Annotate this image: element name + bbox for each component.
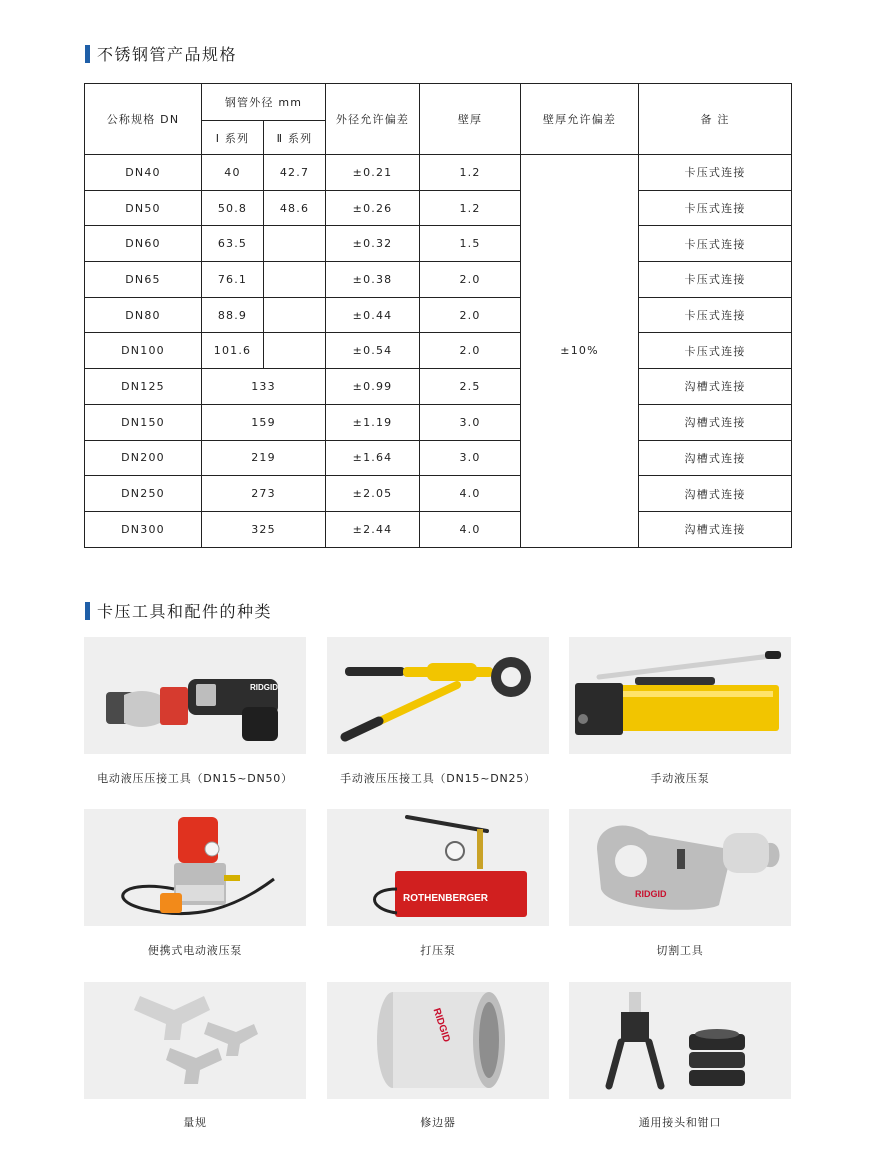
header-wall: 壁厚 — [420, 84, 521, 155]
tool-caption: 量规 — [183, 1116, 207, 1129]
cell-od-tolerance: ±1.19 — [326, 404, 420, 440]
cell-dn: DN50 — [85, 190, 202, 226]
cell-dn: DN125 — [85, 369, 202, 405]
tool-caption: 修边器 — [420, 1116, 456, 1129]
cell-outer-diameter: 133 — [202, 369, 326, 405]
cell-remark: 卡压式连接 — [639, 262, 792, 298]
title-accent-bar — [85, 45, 90, 63]
title-accent-bar — [85, 602, 90, 620]
cell-series-2 — [264, 333, 326, 369]
cell-remark: 卡压式连接 — [639, 297, 792, 333]
cell-wall: 1.2 — [420, 155, 521, 191]
table-row — [85, 440, 792, 476]
cell-dn: DN60 — [85, 226, 202, 262]
cell-od-tolerance: ±2.44 — [326, 511, 420, 547]
adapter-and-jaws-image — [569, 982, 791, 1099]
cell-series-1: 101.6 — [202, 333, 264, 369]
cell-outer-diameter: 325 — [202, 511, 326, 547]
svg-text:RIDGID: RIDGID — [635, 889, 667, 899]
cell-dn: DN300 — [85, 511, 202, 547]
cell-od-tolerance: ±1.64 — [326, 440, 420, 476]
cell-wall: 4.0 — [420, 476, 521, 512]
section-title-tools — [85, 599, 272, 622]
header-outer-diameter: 钢管外径 mm — [202, 84, 326, 121]
table-row — [85, 476, 792, 512]
cell-od-tolerance: ±0.99 — [326, 369, 420, 405]
cell-remark: 沟槽式连接 — [639, 476, 792, 512]
cell-outer-diameter: 219 — [202, 440, 326, 476]
cell-remark: 沟槽式连接 — [639, 440, 792, 476]
portable-electric-pump-image — [84, 809, 306, 926]
tool-caption: 通用接头和钳口 — [638, 1116, 722, 1129]
cell-wall-tolerance: ±10% — [521, 155, 639, 548]
tool-caption: 手动液压压接工具（DN15~DN25） — [340, 772, 536, 785]
cell-outer-diameter: 159 — [202, 404, 326, 440]
section-title-text: 不锈钢管产品规格 — [97, 45, 238, 64]
cell-od-tolerance: ±0.21 — [326, 155, 420, 191]
tool-caption: 切割工具 — [656, 944, 704, 957]
cell-wall: 1.2 — [420, 190, 521, 226]
spec-table — [84, 83, 792, 548]
cell-series-1: 50.8 — [202, 190, 264, 226]
table-row — [85, 369, 792, 405]
cell-od-tolerance: ±0.38 — [326, 262, 420, 298]
header-nominal: 公称规格 DN — [85, 84, 202, 155]
cell-series-2: 42.7 — [264, 155, 326, 191]
cell-series-2 — [264, 226, 326, 262]
electric-press-tool-image — [84, 637, 306, 754]
header-wall-tolerance: 壁厚允许偏差 — [521, 84, 639, 155]
section-title-text: 卡压工具和配件的种类 — [97, 602, 273, 621]
cell-remark: 卡压式连接 — [639, 226, 792, 262]
header-series-2: Ⅱ 系列 — [264, 121, 326, 155]
cell-wall: 2.0 — [420, 262, 521, 298]
cell-series-1: 63.5 — [202, 226, 264, 262]
header-series-1: Ⅰ 系列 — [202, 121, 264, 155]
cell-series-1: 40 — [202, 155, 264, 191]
svg-text:ROTHENBERGER: ROTHENBERGER — [403, 893, 489, 904]
cell-od-tolerance: ±0.32 — [326, 226, 420, 262]
cell-dn: DN250 — [85, 476, 202, 512]
cell-od-tolerance: ±0.44 — [326, 297, 420, 333]
section-title-specs — [85, 42, 237, 65]
cell-dn: DN65 — [85, 262, 202, 298]
cell-remark: 沟槽式连接 — [639, 511, 792, 547]
cell-dn: DN200 — [85, 440, 202, 476]
cell-remark: 沟槽式连接 — [639, 404, 792, 440]
cell-series-1: 88.9 — [202, 297, 264, 333]
cell-wall: 2.0 — [420, 333, 521, 369]
cell-od-tolerance: ±0.26 — [326, 190, 420, 226]
cell-dn: DN100 — [85, 333, 202, 369]
table-row — [85, 155, 792, 191]
cell-wall: 3.0 — [420, 404, 521, 440]
svg-text:RIDGID: RIDGID — [430, 1006, 452, 1044]
cell-od-tolerance: ±2.05 — [326, 476, 420, 512]
svg-text:RIDGID: RIDGID — [250, 683, 278, 692]
manual-press-tool-image — [327, 637, 549, 754]
gauge-image — [84, 982, 306, 1099]
cell-outer-diameter: 273 — [202, 476, 326, 512]
cell-dn: DN80 — [85, 297, 202, 333]
header-remark: 备 注 — [639, 84, 792, 155]
pipe-cutter-image — [569, 809, 791, 926]
table-row — [85, 262, 792, 298]
cell-remark: 卡压式连接 — [639, 155, 792, 191]
pressure-test-pump-image — [327, 809, 549, 926]
table-header-row — [85, 84, 792, 121]
cell-remark: 卡压式连接 — [639, 333, 792, 369]
table-row — [85, 404, 792, 440]
tool-caption: 手动液压泵 — [650, 772, 710, 785]
cell-series-2 — [264, 297, 326, 333]
tool-caption: 电动液压压接工具（DN15~DN50） — [97, 772, 293, 785]
deburring-tool-image — [327, 982, 549, 1099]
table-row — [85, 511, 792, 547]
cell-dn: DN150 — [85, 404, 202, 440]
cell-wall: 2.5 — [420, 369, 521, 405]
cell-series-1: 76.1 — [202, 262, 264, 298]
cell-remark: 沟槽式连接 — [639, 369, 792, 405]
cell-wall: 1.5 — [420, 226, 521, 262]
cell-series-2 — [264, 262, 326, 298]
tool-caption: 打压泵 — [420, 944, 456, 957]
manual-hydraulic-pump-image — [569, 637, 791, 754]
table-row — [85, 190, 792, 226]
cell-dn: DN40 — [85, 155, 202, 191]
tool-caption: 便携式电动液压泵 — [147, 944, 243, 957]
table-row — [85, 333, 792, 369]
cell-wall: 4.0 — [420, 511, 521, 547]
header-od-tolerance: 外径允许偏差 — [326, 84, 420, 155]
cell-wall: 2.0 — [420, 297, 521, 333]
table-row — [85, 297, 792, 333]
cell-wall: 3.0 — [420, 440, 521, 476]
cell-od-tolerance: ±0.54 — [326, 333, 420, 369]
table-row — [85, 226, 792, 262]
cell-series-2: 48.6 — [264, 190, 326, 226]
cell-remark: 卡压式连接 — [639, 190, 792, 226]
